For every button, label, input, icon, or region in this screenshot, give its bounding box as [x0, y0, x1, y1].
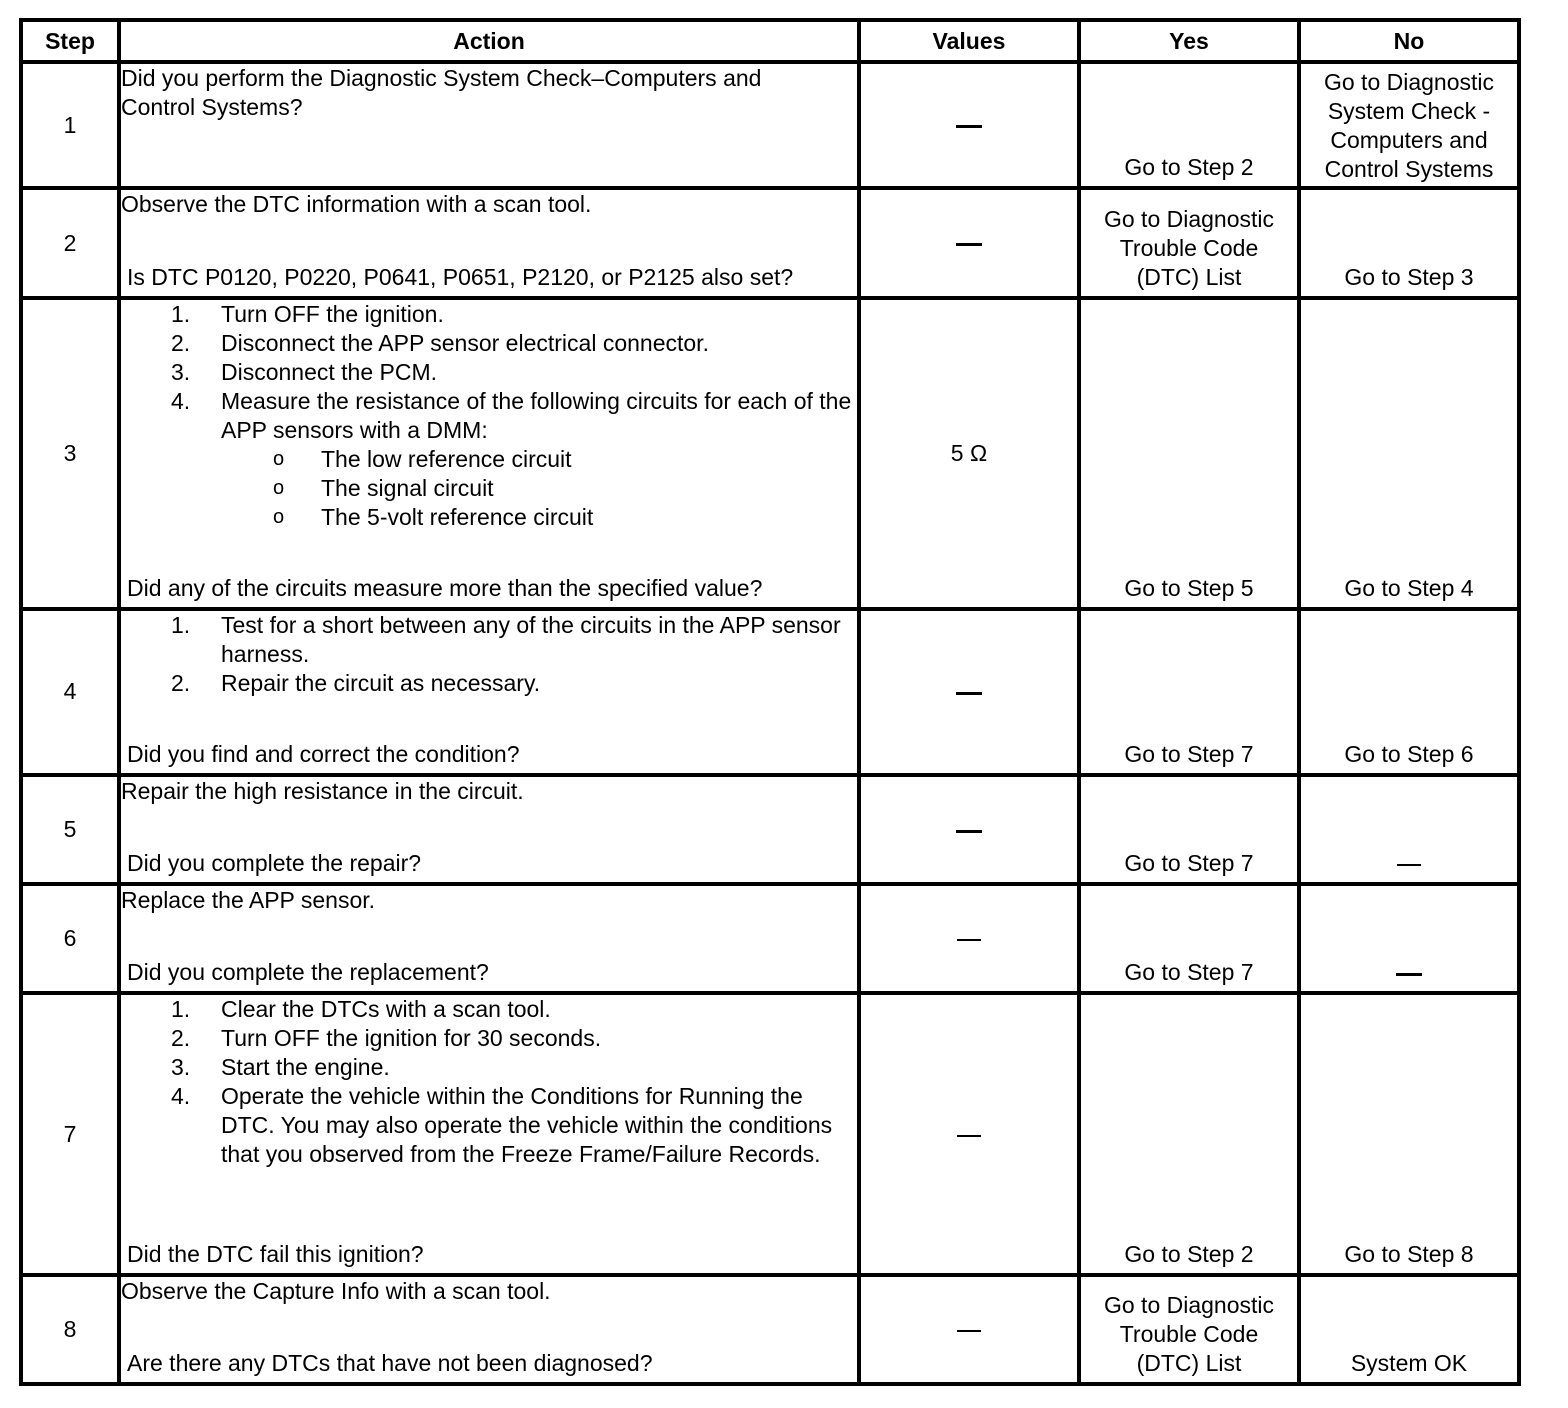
no-link[interactable]: Go to Step 8	[1344, 1240, 1474, 1267]
action-text: Repair the high resistance in the circuit.	[121, 778, 524, 805]
no-value	[1301, 958, 1517, 987]
step-number: 5	[21, 775, 119, 884]
header-step: Step	[21, 20, 119, 62]
em-dash	[956, 830, 982, 833]
list-item: 2. Turn OFF the ignition for 30 seconds.	[171, 1025, 602, 1052]
step-number: 2	[21, 188, 119, 298]
no-cell	[1299, 609, 1519, 775]
values-cell	[859, 1275, 1079, 1384]
step-number: 4	[21, 609, 119, 775]
no-cell	[1299, 1275, 1519, 1384]
table-row	[21, 775, 1519, 884]
table-row	[21, 298, 1519, 608]
em-dash	[1397, 864, 1421, 866]
no-cell	[1299, 188, 1519, 298]
list-item: 1. Clear the DTCs with a scan tool.	[171, 996, 551, 1023]
action-cell	[119, 609, 859, 775]
list-item: o The low reference circuit	[273, 446, 572, 473]
yes-cell	[1079, 188, 1299, 298]
action-text: Replace the APP sensor.	[121, 887, 376, 914]
list-item: 3. Disconnect the PCM.	[171, 359, 438, 386]
values-cell	[859, 188, 1079, 298]
yes-cell	[1079, 609, 1299, 775]
no-link[interactable]: Go to Step 3	[1344, 264, 1474, 291]
action-cell	[119, 993, 859, 1274]
list-item: 3. Start the engine.	[171, 1054, 390, 1081]
table-row	[21, 62, 1519, 188]
values-cell	[859, 993, 1079, 1274]
action-question: Did you complete the replacement?	[127, 959, 489, 986]
no-cell	[1299, 298, 1519, 608]
em-dash	[957, 939, 981, 941]
no-cell	[1299, 62, 1519, 188]
no-value: System OK	[1350, 1350, 1468, 1376]
action-text: Observe the DTC information with a scan tool.	[121, 191, 592, 218]
values-cell: 5 Ω	[859, 298, 1079, 608]
header-values: Values	[859, 20, 1079, 62]
no-link[interactable]: Go to Step 6	[1344, 741, 1474, 768]
em-dash	[957, 1330, 981, 1332]
action-steps	[121, 300, 857, 445]
list-item: 1. Test for a short between any of the circuits in the APP sensor harness.	[171, 611, 841, 667]
action-steps	[121, 995, 857, 1169]
yes-link[interactable]: Go to Step 2	[1124, 1240, 1254, 1267]
yes-cell	[1079, 884, 1299, 993]
no-cell	[1299, 775, 1519, 884]
yes-link[interactable]: Go to Diagnostic Trouble Code (DTC) List	[1103, 206, 1275, 291]
table-row	[21, 884, 1519, 993]
no-cell	[1299, 993, 1519, 1274]
action-question: Did you complete the repair?	[127, 850, 422, 877]
table-row	[21, 1275, 1519, 1384]
list-item: o The 5-volt reference circuit	[273, 504, 594, 531]
header-yes: Yes	[1079, 20, 1299, 62]
values-cell	[859, 62, 1079, 188]
no-link[interactable]: Go to Step 4	[1344, 574, 1474, 601]
yes-link[interactable]: Go to Step 7	[1124, 850, 1254, 877]
action-cell	[119, 775, 859, 884]
values-cell	[859, 884, 1079, 993]
yes-cell	[1079, 1275, 1299, 1384]
yes-cell	[1079, 298, 1299, 608]
step-number: 7	[21, 993, 119, 1274]
action-cell	[119, 884, 859, 993]
diagnostic-table	[19, 18, 1521, 1386]
action-question: Did you find and correct the condition?	[127, 741, 520, 768]
action-question: Is DTC P0120, P0220, P0641, P0651, P2120, or P2125 also set?	[127, 264, 794, 291]
em-dash	[956, 692, 982, 695]
list-item: 4. Operate the vehicle within the Conditions for Running the DTC. You may also operate the vehicle within the conditions that you observed from the Freeze Frame/Failure Records.	[171, 1083, 833, 1168]
list-item: 4. Measure the resistance of the following circuits for each of the APP sensors with a DMM:	[171, 388, 852, 444]
list-item: o The signal circuit	[273, 475, 494, 502]
table-row	[21, 993, 1519, 1274]
yes-cell	[1079, 775, 1299, 884]
values-cell	[859, 609, 1079, 775]
action-sublist	[121, 445, 857, 532]
action-text: Did you perform the Diagnostic System Check–Computers and Control Systems?	[121, 65, 762, 120]
no-link[interactable]: Go to Diagnostic System Check - Computers and Control Systems	[1323, 69, 1495, 182]
yes-link[interactable]: Go to Step 7	[1124, 741, 1254, 768]
em-dash	[956, 125, 982, 128]
list-item: 2. Disconnect the APP sensor electrical connector.	[171, 330, 709, 357]
yes-link[interactable]: Go to Step 5	[1124, 574, 1254, 601]
em-dash	[1396, 973, 1422, 976]
table-row	[21, 609, 1519, 775]
no-value	[1301, 849, 1517, 878]
action-cell	[119, 188, 859, 298]
yes-cell	[1079, 993, 1299, 1274]
list-item: 2. Repair the circuit as necessary.	[171, 669, 541, 696]
step-number: 1	[21, 62, 119, 188]
em-dash	[957, 1135, 981, 1137]
yes-link[interactable]: Go to Diagnostic Trouble Code (DTC) List	[1103, 1292, 1275, 1376]
header-row	[21, 20, 1519, 62]
no-cell	[1299, 884, 1519, 993]
table-row	[21, 188, 1519, 298]
header-no: No	[1299, 20, 1519, 62]
list-item: 1. Turn OFF the ignition.	[171, 301, 444, 328]
yes-cell	[1079, 62, 1299, 188]
yes-link[interactable]: Go to Step 7	[1124, 959, 1254, 986]
step-number: 3	[21, 298, 119, 608]
step-number: 8	[21, 1275, 119, 1384]
header-action: Action	[119, 20, 859, 62]
action-question: Are there any DTCs that have not been diagnosed?	[127, 1350, 653, 1376]
values-cell	[859, 775, 1079, 884]
action-steps	[121, 611, 857, 698]
step-number: 6	[21, 884, 119, 993]
action-text: Observe the Capture Info with a scan tool.	[121, 1277, 551, 1304]
action-cell	[119, 62, 859, 188]
yes-link[interactable]: Go to Step 2	[1124, 154, 1254, 181]
em-dash	[956, 243, 982, 246]
action-question: Did the DTC fail this ignition?	[127, 1240, 424, 1267]
action-cell	[119, 298, 859, 608]
action-cell	[119, 1275, 859, 1384]
action-question: Did any of the circuits measure more than the specified value?	[127, 574, 763, 601]
